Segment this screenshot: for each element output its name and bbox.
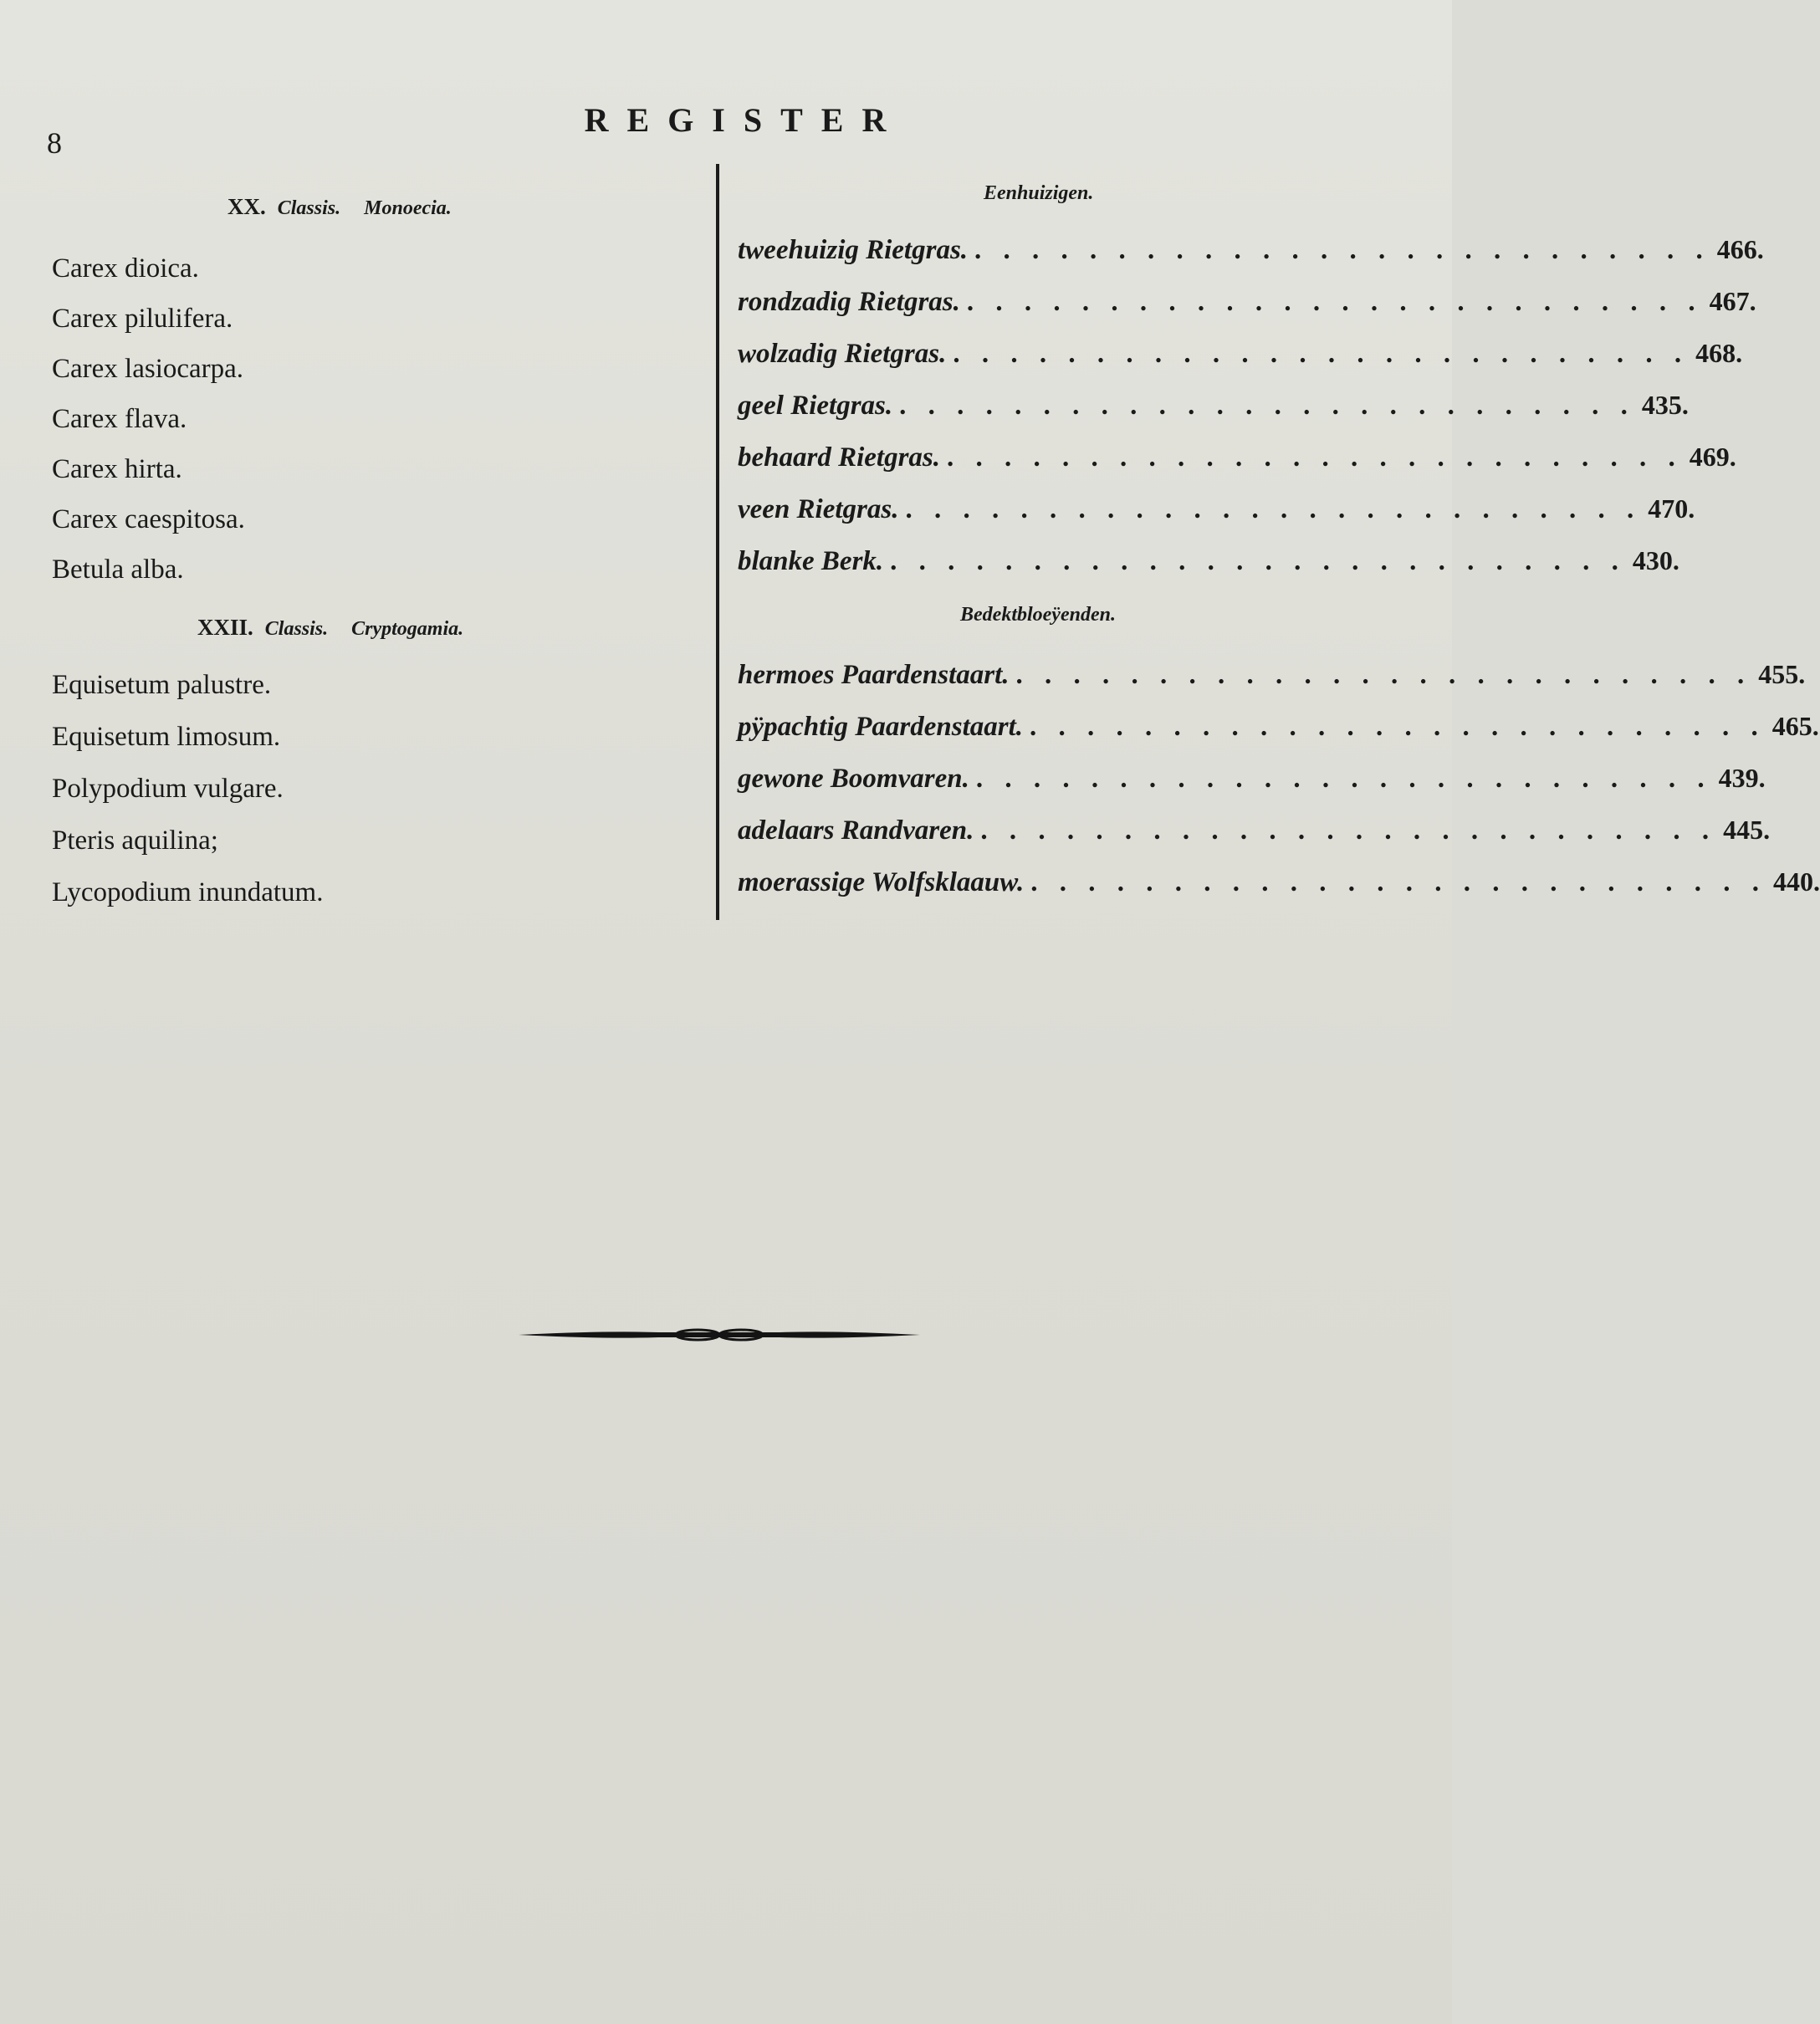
- list-item: Carex flava.: [52, 404, 187, 434]
- leader-dots: . . . . . . . . . . . . . . . . . . . . . . . . . .: [980, 815, 1717, 846]
- section-roman: XXII.: [197, 615, 253, 640]
- column-divider: [716, 164, 719, 920]
- list-item: Equisetum palustre.: [52, 670, 272, 700]
- list-item: Carex dioica.: [52, 253, 199, 284]
- list-item: Betula alba.: [52, 555, 184, 585]
- page-number: 8: [47, 126, 62, 160]
- index-entry: [738, 545, 1679, 582]
- entry-name: pÿpachtig Paardenstaart.: [738, 712, 1024, 742]
- entry-name: hermoes Paardenstaart.: [738, 660, 1010, 690]
- index-entry: [738, 815, 1771, 851]
- entry-page: 455.: [1758, 659, 1806, 689]
- leader-dots: . . . . . . . . . . . . . . . . . . . . . . . . . .: [966, 287, 1703, 317]
- list-item: Carex hirta.: [52, 454, 182, 484]
- list-item: Polypodium vulgare.: [52, 774, 284, 804]
- list-item: Carex lasiocarpa.: [52, 354, 244, 384]
- section-heading-eenhuizigen: Eenhuizigen.: [984, 182, 1094, 204]
- leader-dots: . . . . . . . . . . . . . . . . . . . . . . . . . .: [905, 494, 1642, 524]
- entry-page: 430.: [1632, 545, 1679, 575]
- section-classis: Classis.: [277, 197, 341, 219]
- entry-name: geel Rietgras.: [738, 391, 893, 421]
- entry-name: moerassige Wolfsklaauw.: [738, 867, 1025, 897]
- entry-name: blanke Berk.: [738, 546, 884, 576]
- index-entry: [738, 493, 1695, 530]
- index-entry: [738, 442, 1736, 478]
- entry-page: 439.: [1718, 763, 1766, 793]
- index-entry: [738, 659, 1806, 696]
- section-heading-monoecia: [228, 194, 452, 220]
- index-entry: [738, 234, 1764, 271]
- leader-dots: . . . . . . . . . . . . . . . . . . . . . . . . . .: [975, 764, 1712, 794]
- index-entry: [738, 763, 1766, 800]
- entry-name: adelaars Randvaren.: [738, 815, 974, 846]
- entry-page: 440.: [1773, 866, 1820, 897]
- index-entry: [738, 866, 1820, 903]
- rule-ornament-icon: [519, 1321, 920, 1348]
- leader-dots: . . . . . . . . . . . . . . . . . . . . . . . . . .: [1015, 660, 1752, 690]
- leader-dots: . . . . . . . . . . . . . . . . . . . . . . . . . .: [1030, 867, 1767, 897]
- leader-dots: . . . . . . . . . . . . . . . . . . . . . . . . . .: [947, 442, 1683, 473]
- entry-page: 435.: [1641, 390, 1689, 420]
- section-classis: Classis.: [264, 618, 329, 640]
- index-entry: [738, 338, 1743, 375]
- section-heading-cryptogamia: [197, 615, 463, 641]
- index-entry: [738, 390, 1689, 427]
- entry-name: rondzadig Rietgras.: [738, 287, 960, 317]
- entry-page: 445.: [1723, 815, 1771, 845]
- entry-page: 468.: [1695, 338, 1743, 368]
- page-header: REGISTER: [584, 101, 905, 139]
- section-heading-bedektbloeienden: Bedektbloeÿenden.: [960, 604, 1116, 626]
- leader-dots: . . . . . . . . . . . . . . . . . . . . . . . . . .: [953, 339, 1690, 369]
- entry-name: gewone Boomvaren.: [738, 764, 969, 794]
- leader-dots: . . . . . . . . . . . . . . . . . . . . . . . . . .: [899, 391, 1635, 421]
- entry-name: veen Rietgras.: [738, 494, 899, 524]
- index-entry: [738, 286, 1756, 323]
- entry-page: 467.: [1709, 286, 1756, 316]
- index-entry: [738, 711, 1819, 748]
- leader-dots: . . . . . . . . . . . . . . . . . . . . . . . . . .: [890, 546, 1626, 576]
- section-roman: XX.: [228, 194, 266, 219]
- entry-name: behaard Rietgras.: [738, 442, 941, 473]
- list-item: Carex caespitosa.: [52, 504, 245, 534]
- leader-dots: . . . . . . . . . . . . . . . . . . . . . . . . . .: [974, 235, 1710, 265]
- section-name: Cryptogamia.: [351, 618, 464, 640]
- entry-page: 469.: [1689, 442, 1736, 472]
- list-item: Lycopodium inundatum.: [52, 877, 324, 907]
- entry-page: 466.: [1716, 234, 1764, 264]
- list-item: Carex pilulifera.: [52, 304, 233, 334]
- entry-name: wolzadig Rietgras.: [738, 339, 947, 369]
- entry-page: 465.: [1771, 711, 1819, 741]
- list-item: Equisetum limosum.: [52, 722, 281, 752]
- entry-name: tweehuizig Rietgras.: [738, 235, 969, 265]
- leader-dots: . . . . . . . . . . . . . . . . . . . . . . . . . .: [1030, 712, 1766, 742]
- entry-page: 470.: [1648, 493, 1695, 524]
- list-item: Pteris aquilina;: [52, 825, 218, 856]
- section-name: Monoecia.: [364, 197, 452, 219]
